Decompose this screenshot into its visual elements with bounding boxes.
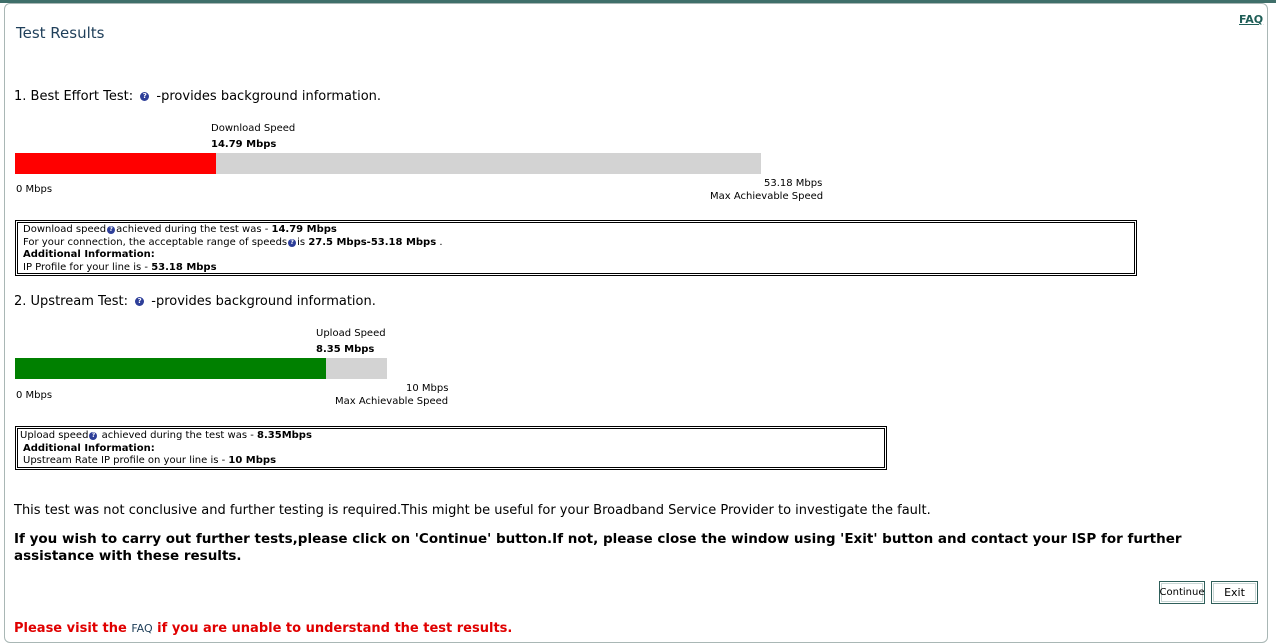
help-icon[interactable]: ? <box>89 432 97 440</box>
download-speed-bar <box>15 153 761 174</box>
download-range-end: . <box>436 236 443 248</box>
upload-min-label: 0 Mbps <box>16 390 53 401</box>
download-info-line-1 <box>23 224 1129 237</box>
download-info-text: achieved during the test was - <box>116 224 272 235</box>
best-effort-heading-prefix: 1. Best Effort Test: <box>14 89 134 104</box>
upload-additional-info-heading: Additional Information: <box>23 442 155 454</box>
continue-button[interactable]: Continue <box>1159 581 1205 604</box>
download-info-line-4 <box>23 262 1129 275</box>
ip-profile-value: 53.18 Mbps <box>151 261 217 273</box>
download-speed-value: 14.79 Mbps <box>211 139 277 150</box>
upload-info-line-3 <box>20 455 879 468</box>
upload-info-text: achieved during the test was - <box>98 430 258 441</box>
upstream-heading-suffix: -provides background information. <box>151 294 376 309</box>
download-range-text: is <box>297 236 309 248</box>
download-min-label: 0 Mbps <box>16 184 53 195</box>
help-icon[interactable]: ? <box>107 226 115 234</box>
page-title: Test Results <box>16 24 105 42</box>
upload-speed-value: 8.35 Mbps <box>316 344 375 355</box>
help-icon[interactable]: ? <box>135 297 144 306</box>
upload-max-label: 10 Mbps <box>406 383 449 394</box>
download-max-caption: Max Achievable Speed <box>710 191 824 202</box>
exit-button[interactable]: Exit <box>1211 581 1258 604</box>
help-icon[interactable]: ? <box>288 239 296 247</box>
download-range-text: For your connection, the acceptable range of speeds <box>23 236 288 248</box>
upload-speed-label: Upload Speed <box>316 328 386 339</box>
upload-max-caption: Max Achievable Speed <box>335 396 449 407</box>
instruction-message: If you wish to carry out further tests,please click on 'Continue' button.If not, please close the window using 'Exit' button and contact your ISP for further assistance with these results. <box>14 531 1182 564</box>
faq-link-top[interactable]: FAQ <box>1239 13 1264 26</box>
upstream-heading-prefix: 2. Upstream Test: <box>14 294 128 309</box>
upload-info-box <box>15 426 887 470</box>
upstream-profile-value: 10 Mbps <box>228 455 277 466</box>
download-info-text: Download speed <box>23 224 107 235</box>
upstream-profile-text: Upstream Rate IP profile on your line is - <box>23 455 229 466</box>
upload-speed-bar <box>15 358 387 379</box>
best-effort-heading-suffix: -provides background information. <box>156 89 382 104</box>
visit-suffix-text: if you are unable to understand the test results. <box>152 621 513 636</box>
upload-achieved-value: 8.35Mbps <box>257 430 312 441</box>
download-additional-info-heading: Additional Information: <box>23 249 155 260</box>
help-icon[interactable]: ? <box>140 92 149 101</box>
best-effort-heading <box>14 89 381 104</box>
download-max-label: 53.18 Mbps <box>764 178 823 189</box>
download-range-value: 27.5 Mbps-53.18 Mbps <box>308 236 437 248</box>
ip-profile-text: IP Profile for your line is - <box>23 261 152 273</box>
download-speed-bar-fill <box>15 153 216 174</box>
visit-prefix-text: Please visit the <box>14 621 132 636</box>
faq-link-inline[interactable]: FAQ <box>131 622 153 635</box>
download-achieved-value: 14.79 Mbps <box>271 224 337 235</box>
upload-speed-bar-fill <box>15 358 326 379</box>
upload-info-line-1 <box>20 430 879 443</box>
upstream-heading <box>14 294 376 309</box>
download-info-box <box>15 220 1137 276</box>
download-info-line-2 <box>23 237 1129 250</box>
upload-info-text: Upload speed <box>20 430 89 441</box>
faq-visit-message <box>14 621 512 636</box>
inconclusive-message: This test was not conclusive and further testing is required.This might be useful for your Broadband Service Provider to investigate the fault. <box>14 503 931 518</box>
download-speed-label: Download Speed <box>211 123 296 134</box>
